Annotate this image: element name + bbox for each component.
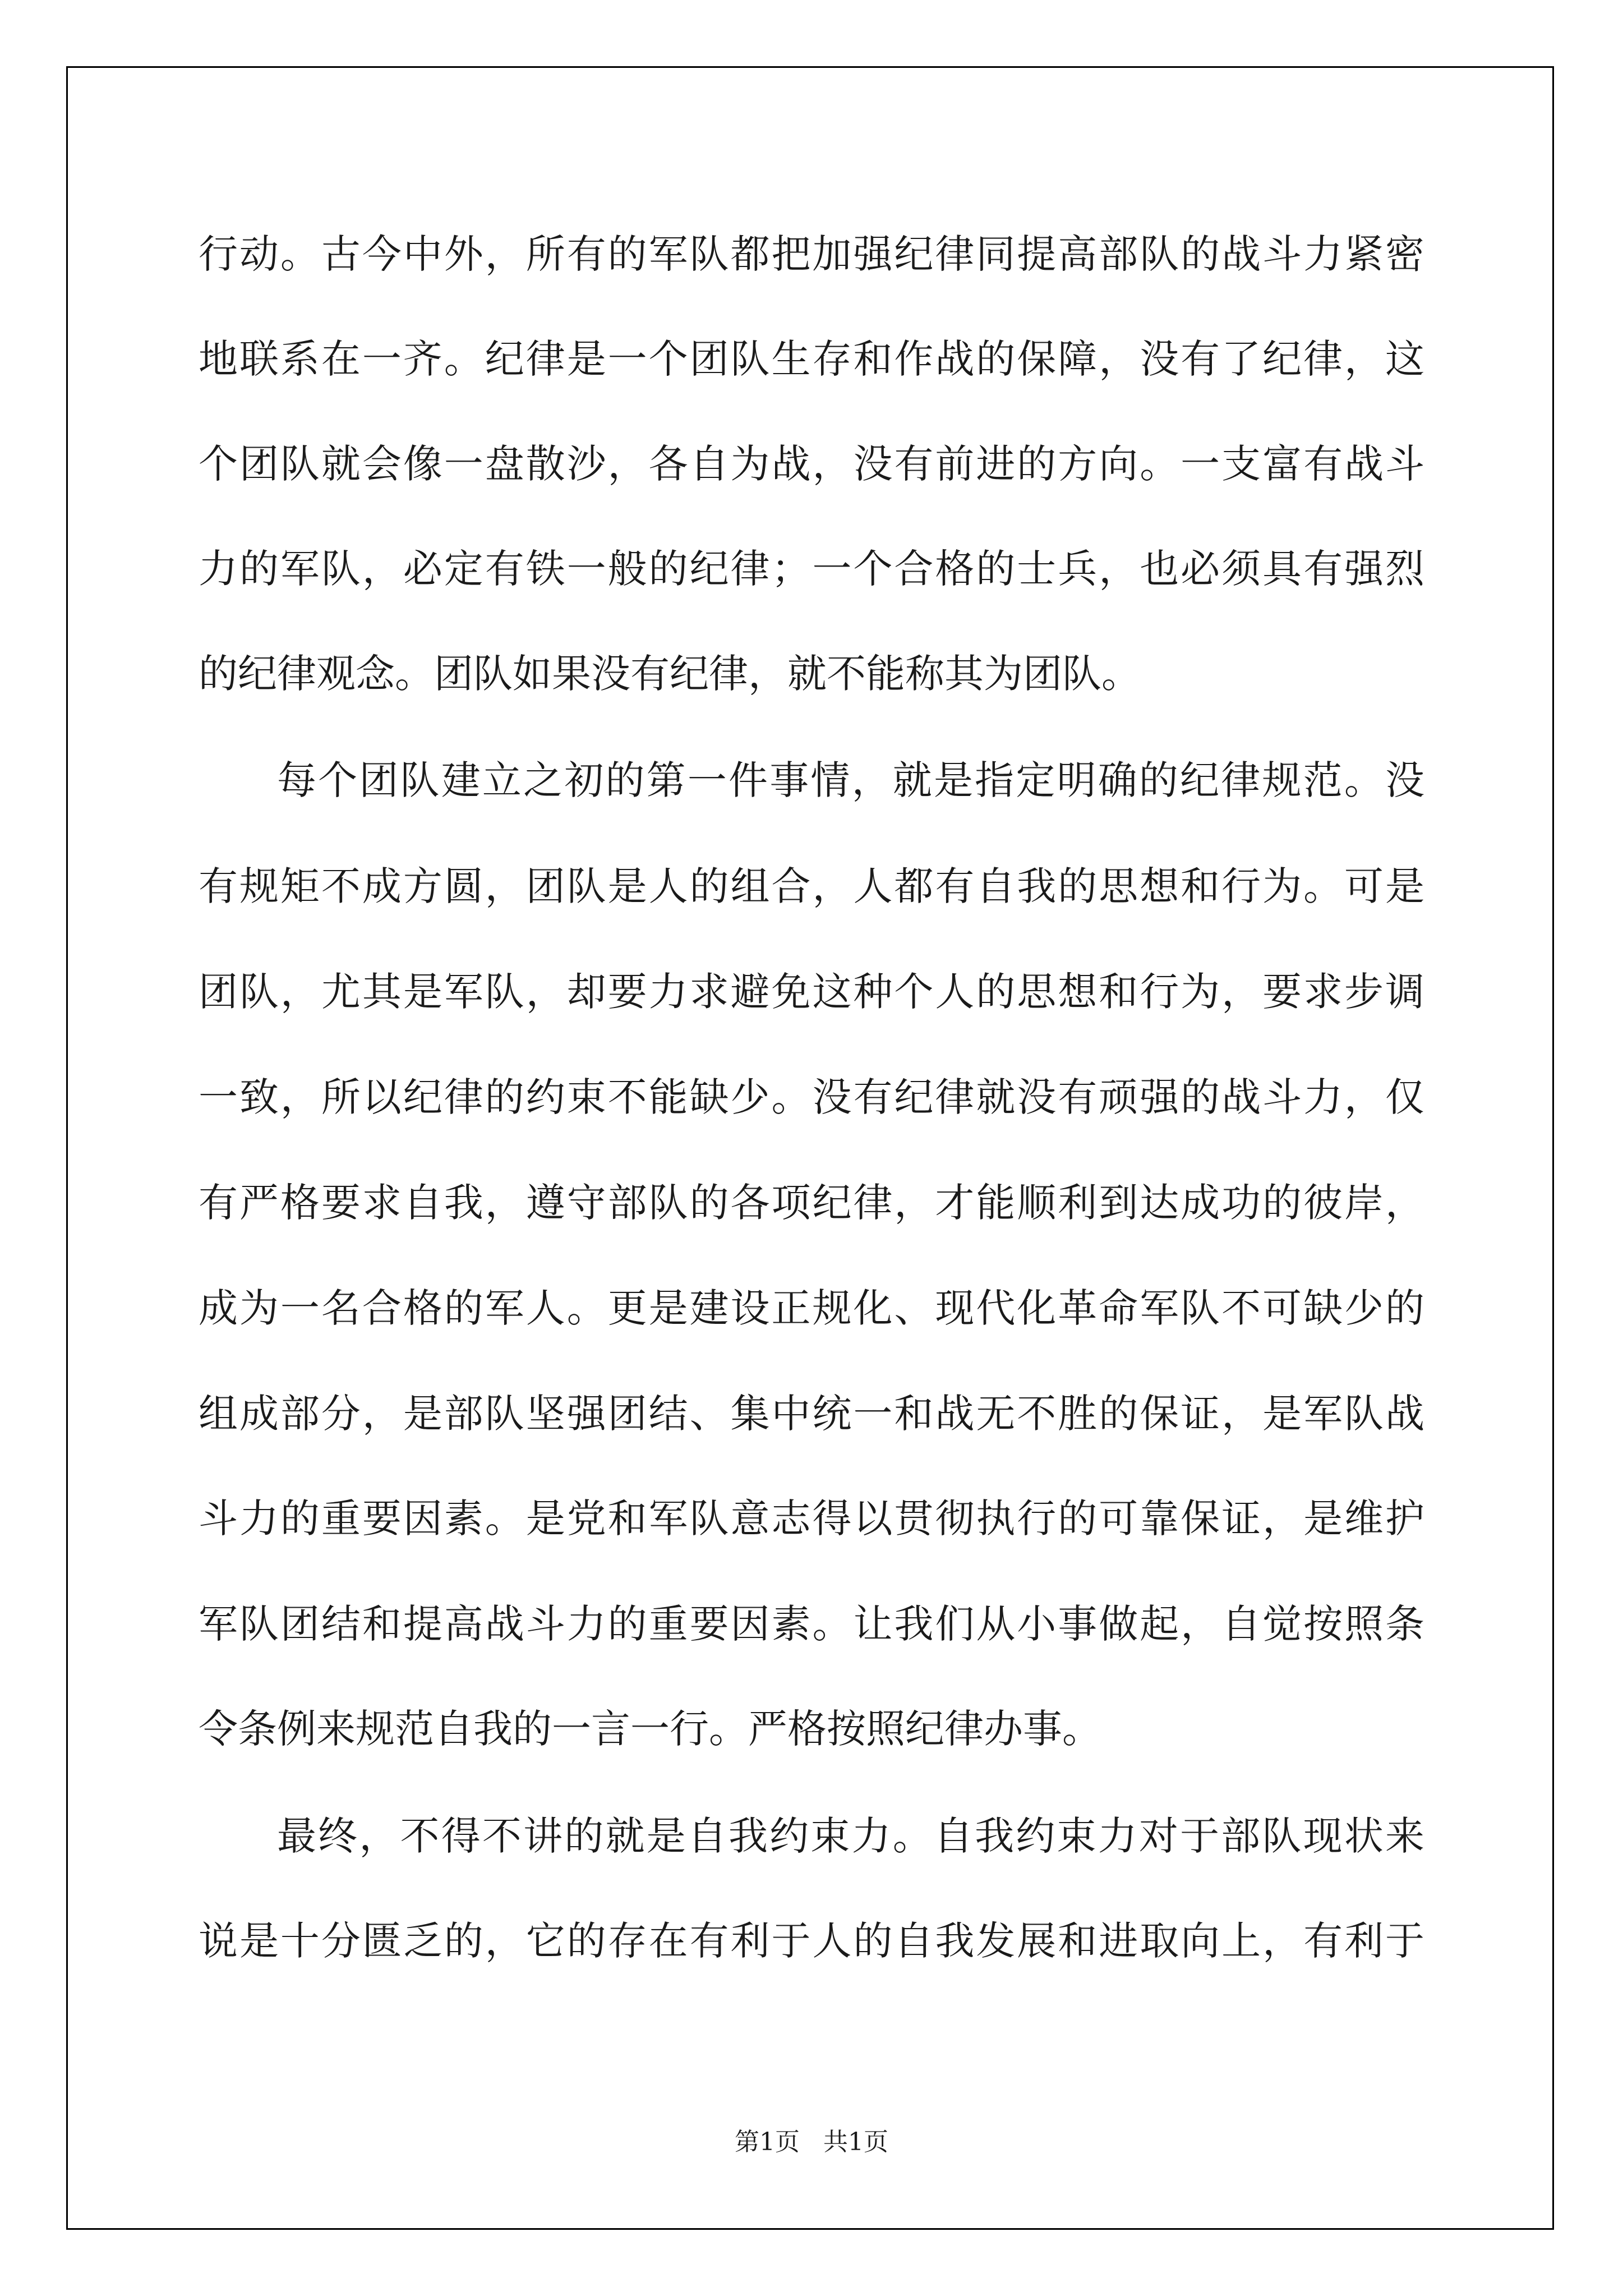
text-line: 地联系在一齐。纪律是一个团队生存和作战的保障，没有了纪律，这 (199, 336, 1424, 382)
text-line: 个团队就会像一盘散沙，各自为战，没有前进的方向。一支富有战斗 (199, 441, 1424, 487)
text-line: 力的军队，必定有铁一般的纪律；一个合格的士兵，也必须具有强烈 (199, 546, 1424, 592)
text-line: 军队团结和提高战斗力的重要因素。让我们从小事做起，自觉按照条 (199, 1601, 1424, 1647)
text-line: 组成部分，是部队坚强团结、集中统一和战无不胜的保证，是军队战 (199, 1391, 1424, 1437)
text-line: 有严格要求自我，遵守部队的各项纪律，才能顺利到达成功的彼岸， (199, 1180, 1424, 1226)
text-line: 令条例来规范自我的一言一行。严格按照纪律办事。 (199, 1706, 1101, 1752)
page-number: 第1页 (735, 2128, 800, 2156)
text-line: 每个团队建立之初的第一件事情，就是指定明确的纪律规范。没 (277, 757, 1424, 803)
text-line: 说是十分匮乏的，它的存在有利于人的自我发展和进取向上，有利于 (199, 1918, 1424, 1964)
text-line: 行动。古今中外，所有的军队都把加强纪律同提高部队的战斗力紧密 (199, 231, 1424, 277)
text-line: 的纪律观念。团队如果没有纪律，就不能称其为团队。 (199, 651, 1141, 697)
text-line: 有规矩不成方圆，团队是人的组合，人都有自我的思想和行为。可是 (199, 863, 1424, 909)
text-line: 团队，尤其是军队，却要力求避免这种个人的思想和行为，要求步调 (199, 969, 1424, 1015)
text-line: 斗力的重要因素。是党和军队意志得以贯彻执行的可靠保证，是维护 (199, 1496, 1424, 1542)
page-total: 共1页 (823, 2128, 888, 2156)
text-line: 一致，所以纪律的约束不能缺少。没有纪律就没有顽强的战斗力，仅 (199, 1074, 1424, 1120)
page-footer (0, 2122, 1623, 2157)
text-line: 最终，不得不讲的就是自我约束力。自我约束力对于部队现状来 (277, 1813, 1424, 1859)
text-line: 成为一名合格的军人。更是建设正规化、现代化革命军队不可缺少的 (199, 1285, 1424, 1331)
